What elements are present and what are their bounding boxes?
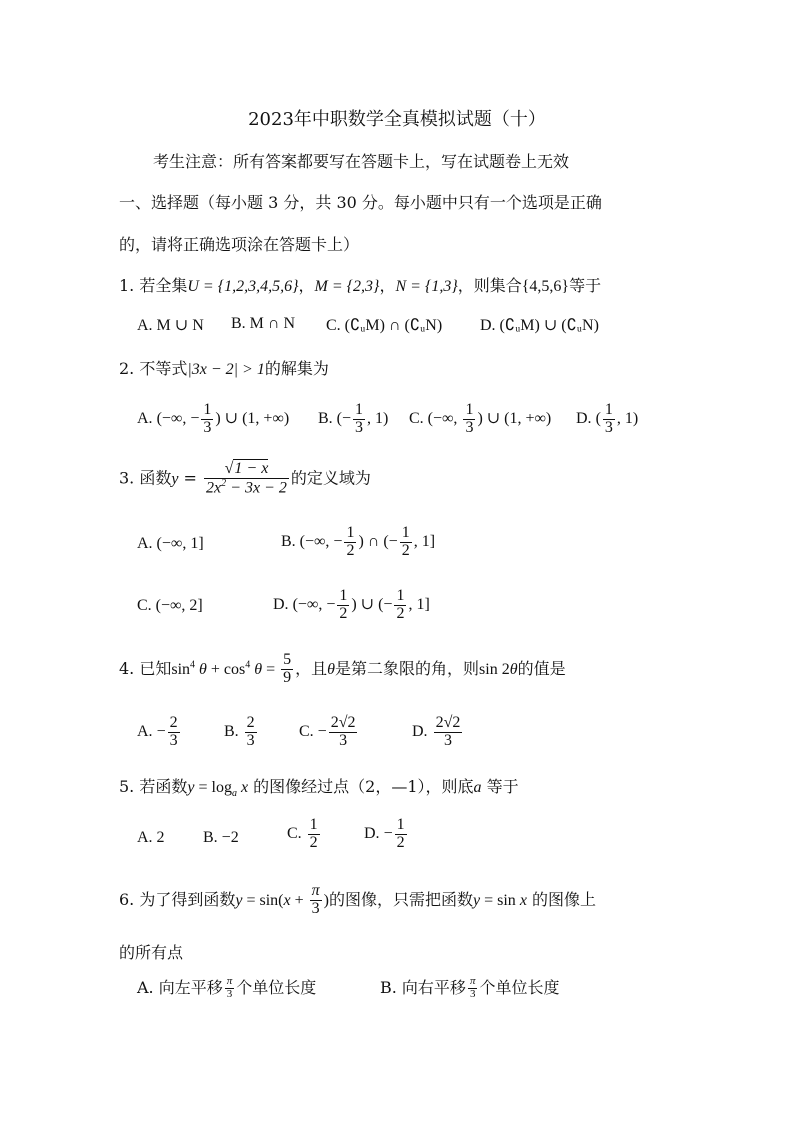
- q6-option-b[interactable]: B. 向右平移 $\frac{\pi}{3}$ 个单位长度: [380, 975, 560, 1000]
- q1-option-d[interactable]: D. (∁ᵤM) ∪ (∁ᵤN): [480, 317, 599, 334]
- q1-prefix: 1. 若全集: [119, 276, 188, 295]
- q6-b-prefix: B. 向右平移: [380, 978, 466, 997]
- q4-text-mid: ，且: [295, 658, 328, 678]
- q4-d-label: D.: [412, 722, 428, 740]
- q4-prefix: 4. 已知: [119, 658, 172, 678]
- q4-suffix: 的值是: [517, 658, 566, 678]
- q1-text-end: 等于: [569, 276, 602, 295]
- q6-option-a[interactable]: A. 向左平移 $\frac{\pi}{3}$ 个单位长度: [137, 975, 317, 1000]
- q2-suffix: 的解集为: [264, 359, 329, 378]
- q2-option-d[interactable]: D. ( $\frac{1}{3}$ , 1): [576, 401, 639, 436]
- section-heading-line2: 的，请将正确选项涂在答题卡上）: [119, 235, 360, 254]
- q1-set-n: N = {1,3}: [395, 278, 458, 295]
- q4-option-a[interactable]: A. − $\frac{2}{3}$: [137, 714, 178, 749]
- q2-a-label: A.: [137, 409, 153, 427]
- q3-option-b[interactable]: B. (−∞, − $\frac{1}{2}$ ) ∩ (− $\frac{1}{2}$ , 1]: [281, 524, 436, 559]
- question-6-stem: 6. 为了得到函数y = sin(x + $\frac{\pi}{3}$ )的图像，只需把函数y = sin x 的图像上: [119, 882, 597, 917]
- question-1-stem: 1. 若全集U = {1,2,3,4,5,6}，M = {2,3}，N = {1,3}，则集合{4,5,6}等于: [119, 276, 602, 295]
- q5-option-a[interactable]: A. 2: [137, 829, 165, 846]
- q6-a-prefix: A. 向左平移: [137, 978, 223, 997]
- q5-suffix: 等于: [486, 777, 519, 796]
- q3-option-c[interactable]: C. (−∞, 2]: [137, 597, 203, 614]
- q5-text-mid: 的图像经过点（2，—1），则底: [253, 777, 474, 796]
- q1-option-c[interactable]: C. (∁ᵤM) ∩ (∁ᵤN): [326, 317, 443, 334]
- q4-c-label: C.: [299, 722, 314, 740]
- q6-a-suffix: 个单位长度: [236, 978, 317, 997]
- q4-b-label: B.: [224, 722, 239, 740]
- q3-b-label: B.: [281, 532, 296, 550]
- q5-d-label: D.: [364, 824, 380, 842]
- q4-option-d[interactable]: D. $\frac{2√2}{3}$: [412, 714, 461, 749]
- q5-option-c[interactable]: C. $\frac{1}{2}$: [287, 816, 318, 851]
- q3-d-label: D.: [273, 595, 289, 613]
- q5-option-b[interactable]: B. −2: [203, 829, 239, 846]
- section-heading-line1: 一、选择题（每小题 3 分，共 30 分。每小题中只有一个选项是正确: [119, 193, 602, 212]
- q2-d-label: D.: [576, 409, 592, 427]
- q3-option-a[interactable]: A. (−∞, 1]: [137, 535, 204, 552]
- q1-text: ，则集合: [457, 276, 522, 295]
- q4-text-mid2: 是第二象限的角，则: [335, 658, 480, 678]
- q1-option-b[interactable]: B. M ∩ N: [231, 315, 296, 332]
- q1-universal-set: U = {1,2,3,4,5,6}: [187, 278, 299, 295]
- question-3-stem: 3. 函数y = $\frac{√1 - x}{2x^2 - 3x - 2}$ 的定义域为: [119, 460, 371, 497]
- question-5-stem: 5. 若函数$y = \log_a x$ 的图像经过点（2，—1），则底a 等于: [119, 777, 519, 800]
- page-title: 2023年中职数学全真模拟试题（十）: [248, 109, 546, 130]
- q2-b-label: B.: [318, 409, 333, 427]
- q4-option-c[interactable]: C. − $\frac{2√2}{3}$: [299, 714, 356, 749]
- q3-suffix: 的定义域为: [290, 468, 371, 488]
- q1-set-m: M = {2,3}: [314, 278, 380, 295]
- q3-prefix: 3. 函数: [119, 468, 172, 488]
- exam-notice: 考生注意：所有答案都要写在答题卡上，写在试题卷上无效: [153, 152, 570, 171]
- q2-option-c[interactable]: C. (−∞, $\frac{1}{3}$ ) ∪ (1, +∞): [409, 401, 552, 436]
- q4-option-b[interactable]: B. $\frac{2}{3}$: [224, 714, 255, 749]
- q2-inequality: |3x − 2| > 1: [187, 361, 265, 378]
- q6-text-mid: 的图像，只需把函数: [328, 889, 473, 909]
- q5-c-label: C.: [287, 824, 302, 842]
- q1-target-set: {4,5,6}: [521, 278, 570, 295]
- q5-prefix: 5. 若函数: [119, 777, 188, 796]
- q6-prefix: 6. 为了得到函数: [119, 889, 236, 909]
- q6-suffix: 的图像上: [532, 889, 597, 909]
- q2-option-a[interactable]: A. (−∞, − $\frac{1}{3}$ ) ∪ (1, +∞): [137, 401, 290, 436]
- q4-a-label: A.: [137, 722, 153, 740]
- question-4-stem: 4. 已知$\sin^4 \theta + \cos^4 \theta$ = $\frac{5}{9}$ ，且θ是第二象限的角，则sin 2θ的值是: [119, 651, 566, 686]
- question-2-stem: [119, 356, 329, 379]
- q2-c-label: C.: [409, 409, 424, 427]
- q6-b-suffix: 个单位长度: [479, 978, 560, 997]
- q1-option-a[interactable]: A. M ∪ N: [137, 317, 204, 334]
- question-6-stem-line2: 的所有点: [119, 943, 184, 962]
- q2-prefix: 2. 不等式: [119, 359, 188, 378]
- q5-option-d[interactable]: D. − $\frac{1}{2}$: [364, 816, 405, 851]
- q2-option-b[interactable]: B. (− $\frac{1}{3}$ , 1): [318, 401, 389, 436]
- q3-option-d[interactable]: D. (−∞, − $\frac{1}{2}$ ) ∪ (− $\frac{1}{2}$ , 1]: [273, 587, 430, 622]
